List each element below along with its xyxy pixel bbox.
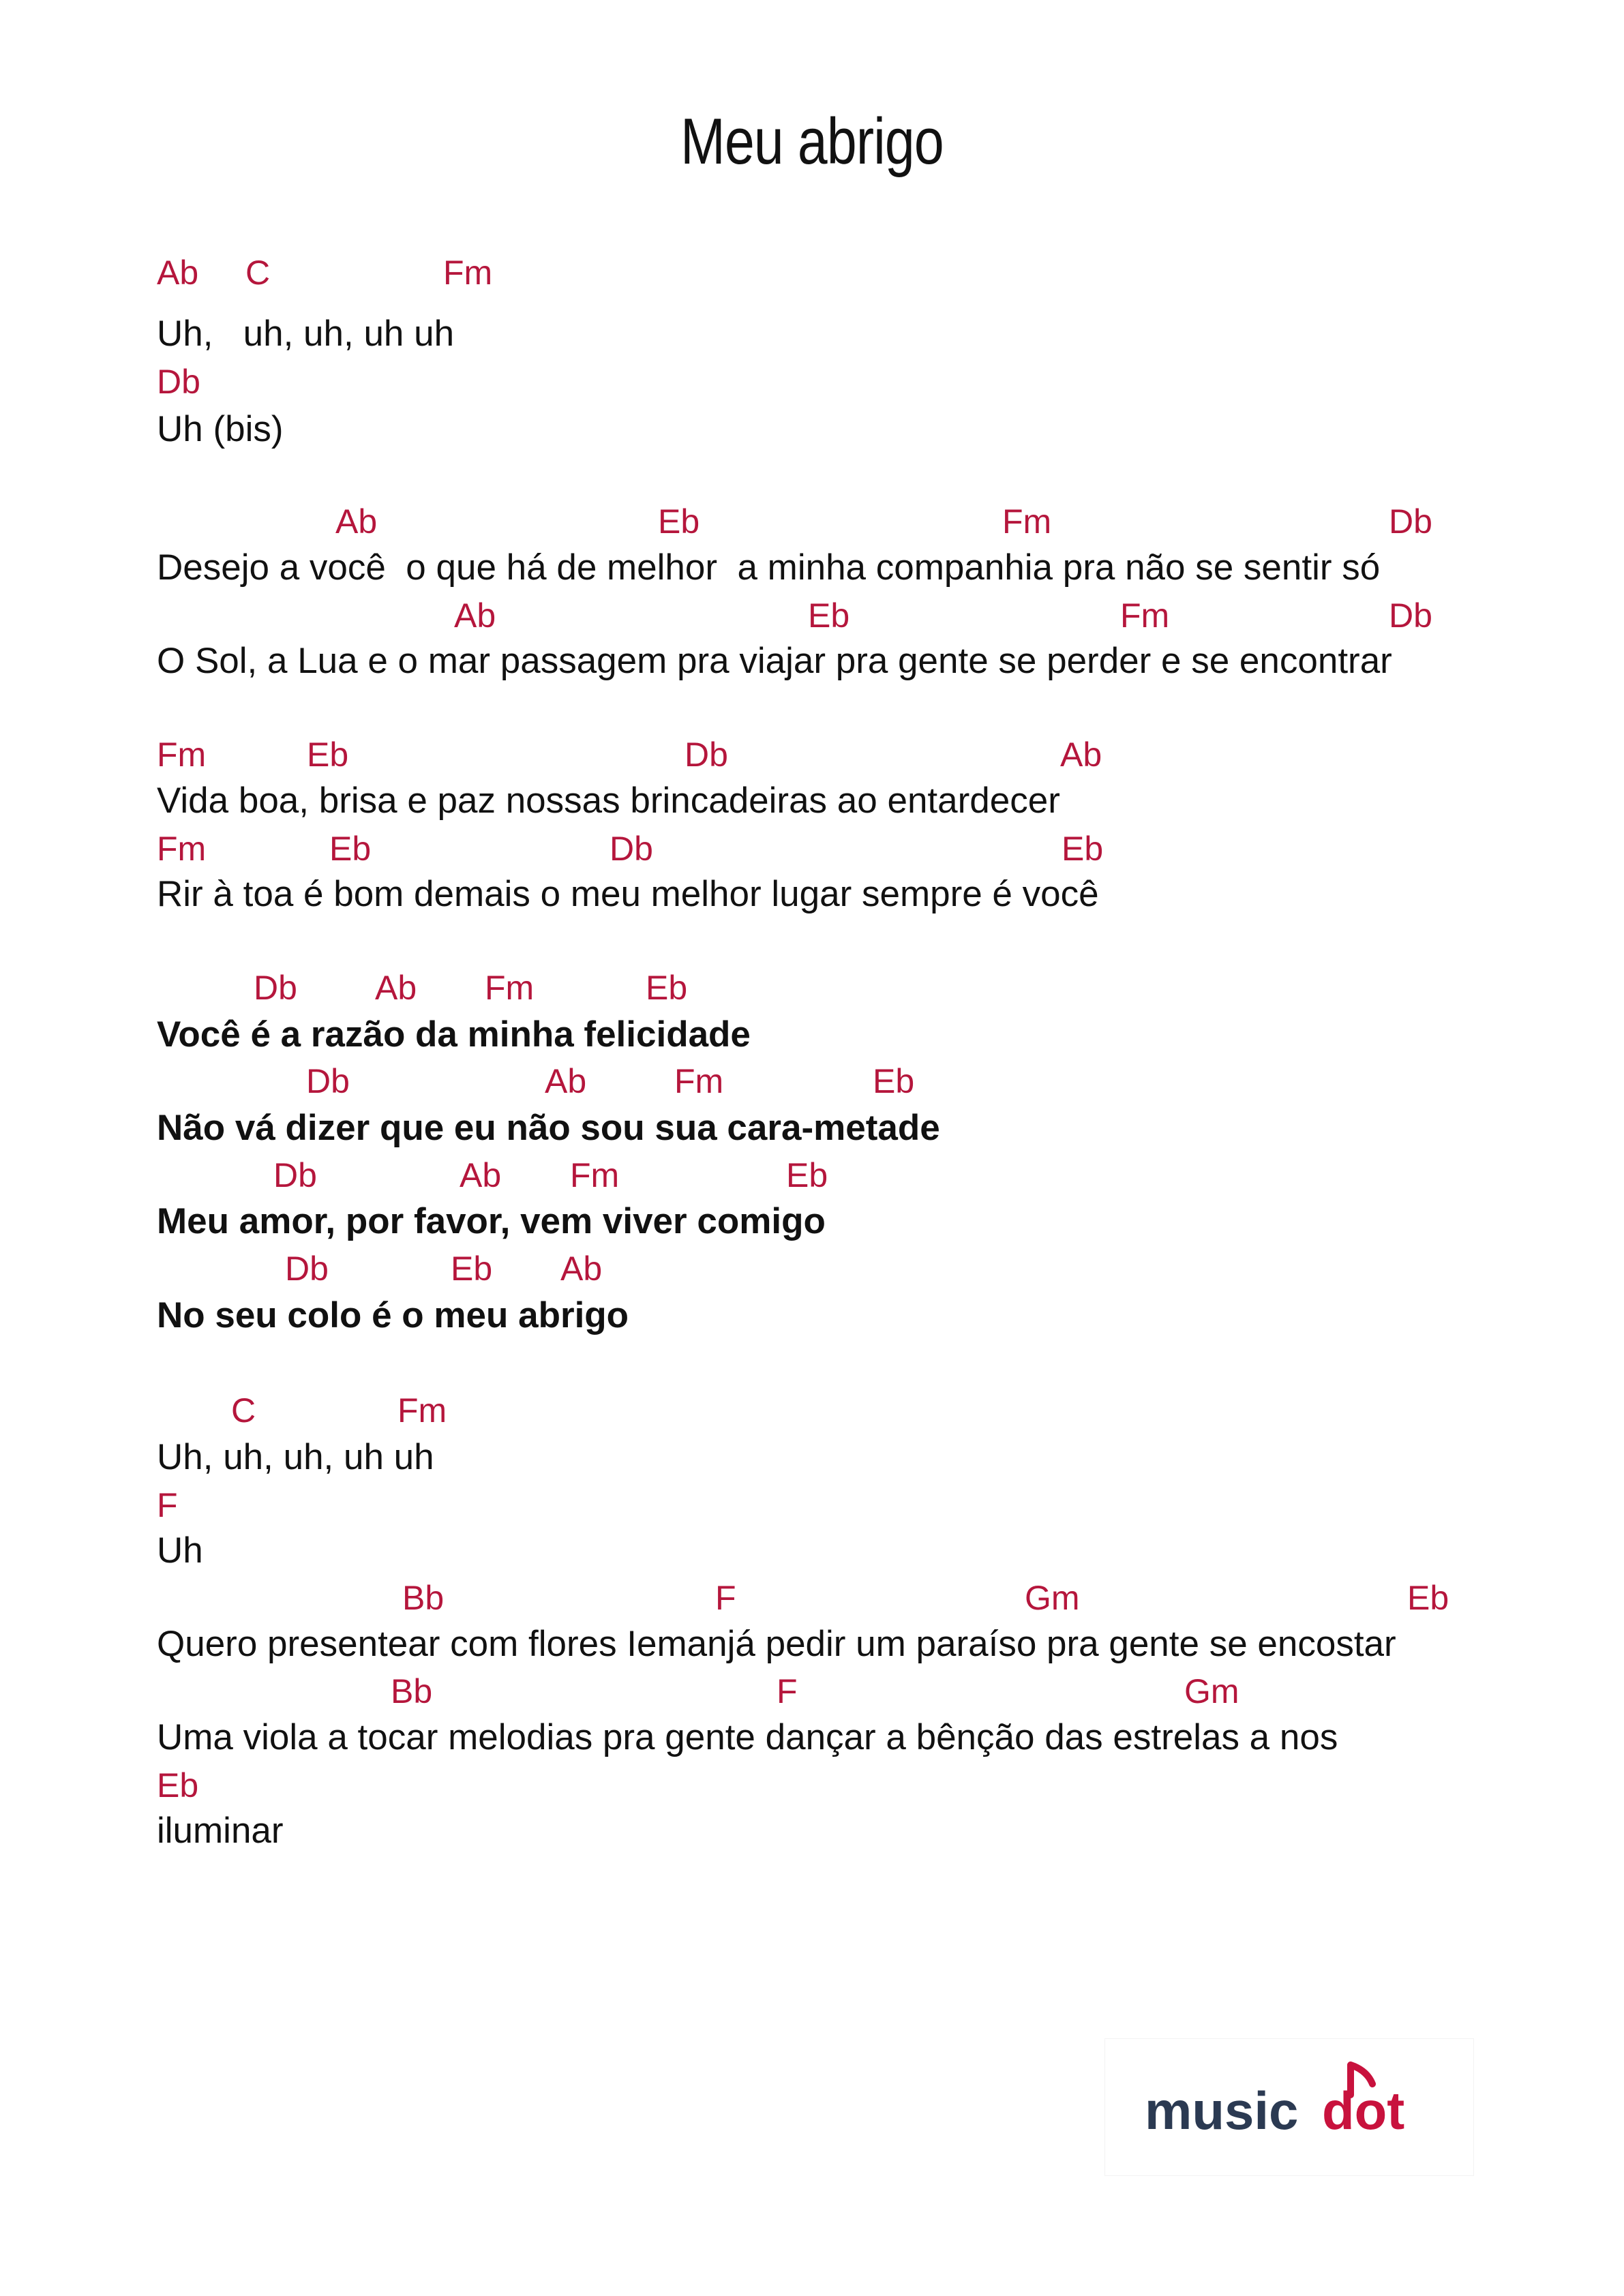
chord: Eb: [451, 1250, 493, 1288]
chord: Eb: [658, 502, 700, 541]
chord: Bb: [402, 1579, 445, 1617]
song-title: Meu abrigo: [680, 105, 944, 178]
chord: Ab: [460, 1156, 502, 1194]
chord: Fm: [674, 1062, 724, 1100]
lyric-line: Vida boa, brisa e paz nossas brincadeiras ao entardecer: [157, 781, 1060, 821]
chord: Eb: [157, 1766, 199, 1804]
chord: Db: [273, 1156, 317, 1194]
lyric-line: Quero presentear com flores Iemanjá pedir um paraíso pra gente se encostar: [157, 1624, 1396, 1664]
chord: Eb: [873, 1062, 915, 1100]
lyric-line: Uma viola a tocar melodias pra gente dançar a bênção das estrelas a nos: [157, 1717, 1338, 1757]
chord: Db: [685, 736, 728, 774]
chord: Eb: [329, 830, 372, 868]
chord: Ab: [375, 969, 417, 1007]
chord: Db: [157, 363, 200, 401]
logo-text-dot: dot: [1322, 2081, 1405, 2141]
chord: Db: [306, 1062, 350, 1100]
musicdot-logo-graphic: [1105, 2039, 1473, 2175]
chord: Db: [254, 969, 297, 1007]
chord: Gm: [1025, 1579, 1080, 1617]
chord: Fm: [570, 1156, 620, 1194]
chord: Fm: [1002, 502, 1052, 541]
chord: Fm: [443, 254, 493, 292]
lyric-line: Rir à toa é bom demais o meu melhor lugar sempre é você: [157, 874, 1099, 914]
chord: Ab: [157, 254, 199, 292]
lyric-line-chorus: Meu amor, por favor, vem viver comigo: [157, 1201, 826, 1241]
chord: Ab: [560, 1250, 603, 1288]
chord: Eb: [307, 736, 349, 774]
chord: F: [777, 1672, 798, 1710]
logo-text-music: music: [1145, 2081, 1299, 2141]
chord: Eb: [808, 596, 850, 635]
chord: Ab: [335, 502, 378, 541]
chord: Ab: [454, 596, 496, 635]
chord: Bb: [391, 1672, 433, 1710]
lyric-line: Uh: [157, 1530, 203, 1571]
lyric-line-chorus: No seu colo é o meu abrigo: [157, 1295, 629, 1335]
lyric-line-chorus: Você é a razão da minha felicidade: [157, 1014, 751, 1055]
chord: Fm: [157, 830, 207, 868]
chord: F: [157, 1486, 178, 1524]
chord: C: [231, 1391, 256, 1430]
lyric-line: Uh, uh, uh, uh uh: [157, 1437, 434, 1477]
chord: C: [245, 254, 271, 292]
chord: Fm: [485, 969, 535, 1007]
lyric-line: O Sol, a Lua e o mar passagem pra viajar pra gente se perder e se encontrar: [157, 641, 1392, 681]
lyric-line: Uh, uh, uh, uh uh: [157, 314, 455, 354]
lyric-line: Uh (bis): [157, 409, 284, 449]
chord: Eb: [1407, 1579, 1449, 1617]
chord: Eb: [786, 1156, 828, 1194]
chord: Fm: [1120, 596, 1170, 635]
musicdot-logo: [1104, 2038, 1474, 2176]
chord: Fm: [397, 1391, 447, 1430]
lyric-line: Desejo a você o que há de melhor a minha companhia pra não se sentir só: [157, 547, 1381, 588]
chord: Db: [1389, 596, 1432, 635]
chord: Eb: [1062, 830, 1104, 868]
lyric-line-chorus: Não vá dizer que eu não sou sua cara-metade: [157, 1108, 940, 1148]
chord: F: [715, 1579, 736, 1617]
chord: Db: [1389, 502, 1432, 541]
chord: Db: [610, 830, 653, 868]
chord: Fm: [157, 736, 207, 774]
lyric-line: iluminar: [157, 1811, 284, 1851]
chord: Db: [285, 1250, 329, 1288]
chord: Ab: [545, 1062, 587, 1100]
chord: Ab: [1060, 736, 1102, 774]
chord: Eb: [646, 969, 688, 1007]
chord: Gm: [1184, 1672, 1239, 1710]
